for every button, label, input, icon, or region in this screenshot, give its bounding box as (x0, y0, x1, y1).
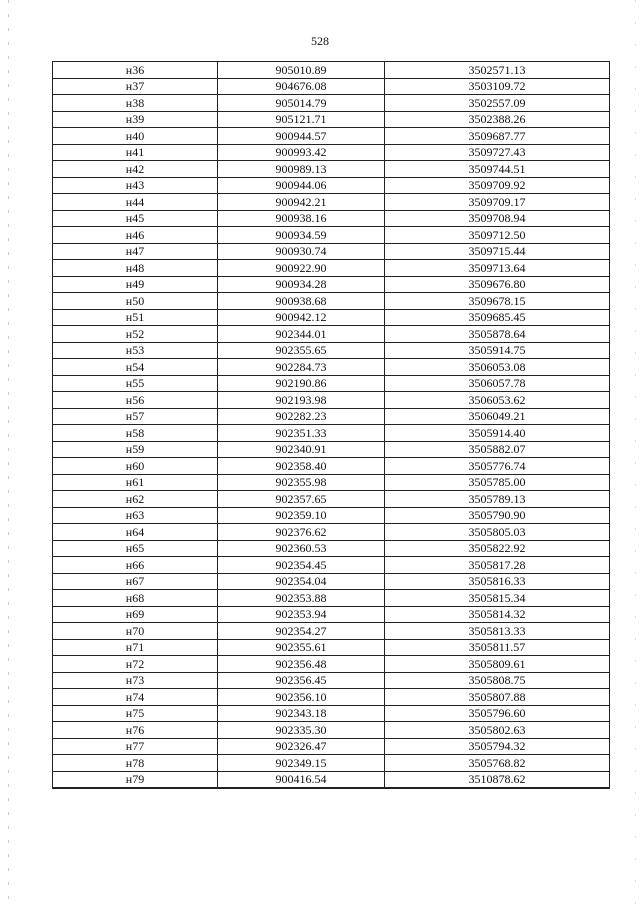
point-label-cell: н57 (53, 408, 218, 425)
table-row (53, 408, 610, 425)
y-coordinate-cell: 3505785.00 (385, 474, 610, 491)
x-coordinate-cell: 902359.10 (218, 507, 385, 524)
y-coordinate-cell: 3503109.72 (385, 78, 610, 95)
x-coordinate-cell: 900938.16 (218, 210, 385, 227)
y-coordinate-cell: 3509712.50 (385, 227, 610, 244)
x-coordinate-cell: 902358.40 (218, 458, 385, 475)
point-label-cell: н50 (53, 293, 218, 310)
x-coordinate-cell: 902354.45 (218, 557, 385, 574)
y-coordinate-cell: 3505805.03 (385, 524, 610, 541)
point-label-cell: н73 (53, 672, 218, 689)
table-row (53, 111, 610, 128)
y-coordinate-cell: 3505882.07 (385, 441, 610, 458)
table-row (53, 474, 610, 491)
point-label-cell: н59 (53, 441, 218, 458)
y-coordinate-cell: 3502557.09 (385, 95, 610, 112)
x-coordinate-cell: 902376.62 (218, 524, 385, 541)
table-row (53, 458, 610, 475)
y-coordinate-cell: 3502571.13 (385, 62, 610, 79)
point-label-cell: н72 (53, 656, 218, 673)
table-row (53, 705, 610, 722)
point-label-cell: н68 (53, 590, 218, 607)
x-coordinate-cell: 900942.12 (218, 309, 385, 326)
x-coordinate-cell: 900416.54 (218, 771, 385, 788)
point-label-cell: н54 (53, 359, 218, 376)
y-coordinate-cell: 3505790.90 (385, 507, 610, 524)
x-coordinate-cell: 902343.18 (218, 705, 385, 722)
y-coordinate-cell: 3505776.74 (385, 458, 610, 475)
table-row (53, 590, 610, 607)
x-coordinate-cell: 902356.45 (218, 672, 385, 689)
x-coordinate-cell: 900938.68 (218, 293, 385, 310)
y-coordinate-cell: 3505807.88 (385, 689, 610, 706)
table-row (53, 672, 610, 689)
table-row (53, 78, 610, 95)
table-row (53, 722, 610, 739)
x-coordinate-cell: 902355.65 (218, 342, 385, 359)
point-label-cell: н36 (53, 62, 218, 79)
table-row (53, 656, 610, 673)
table-row (53, 144, 610, 161)
x-coordinate-cell: 900922.90 (218, 260, 385, 277)
table-row (53, 227, 610, 244)
y-coordinate-cell: 3505817.28 (385, 557, 610, 574)
y-coordinate-cell: 3509685.45 (385, 309, 610, 326)
y-coordinate-cell: 3510878.62 (385, 771, 610, 788)
x-coordinate-cell: 902357.65 (218, 491, 385, 508)
point-label-cell: н69 (53, 606, 218, 623)
table-row (53, 689, 610, 706)
point-label-cell: н77 (53, 738, 218, 755)
y-coordinate-cell: 3509744.51 (385, 161, 610, 178)
y-coordinate-cell: 3505815.34 (385, 590, 610, 607)
table-row (53, 639, 610, 656)
x-coordinate-cell: 902344.01 (218, 326, 385, 343)
table-row (53, 194, 610, 211)
table-row (53, 161, 610, 178)
x-coordinate-cell: 902340.91 (218, 441, 385, 458)
point-label-cell: н51 (53, 309, 218, 326)
point-label-cell: н39 (53, 111, 218, 128)
point-label-cell: н46 (53, 227, 218, 244)
point-label-cell: н70 (53, 623, 218, 640)
y-coordinate-cell: 3505914.75 (385, 342, 610, 359)
point-label-cell: н79 (53, 771, 218, 788)
y-coordinate-cell: 3505816.33 (385, 573, 610, 590)
point-label-cell: н37 (53, 78, 218, 95)
x-coordinate-cell: 904676.08 (218, 78, 385, 95)
coordinates-table-body (53, 62, 610, 789)
x-coordinate-cell: 902355.98 (218, 474, 385, 491)
x-coordinate-cell: 902335.30 (218, 722, 385, 739)
y-coordinate-cell: 3505814.32 (385, 606, 610, 623)
point-label-cell: н40 (53, 128, 218, 145)
point-label-cell: н49 (53, 276, 218, 293)
y-coordinate-cell: 3502388.26 (385, 111, 610, 128)
y-coordinate-cell: 3509709.17 (385, 194, 610, 211)
point-label-cell: н52 (53, 326, 218, 343)
point-label-cell: н38 (53, 95, 218, 112)
point-label-cell: н60 (53, 458, 218, 475)
point-label-cell: н44 (53, 194, 218, 211)
table-row (53, 524, 610, 541)
x-coordinate-cell: 905010.89 (218, 62, 385, 79)
y-coordinate-cell: 3505802.63 (385, 722, 610, 739)
x-coordinate-cell: 902349.15 (218, 755, 385, 772)
y-coordinate-cell: 3505914.40 (385, 425, 610, 442)
point-label-cell: н58 (53, 425, 218, 442)
x-coordinate-cell: 900934.59 (218, 227, 385, 244)
table-row (53, 293, 610, 310)
table-row (53, 95, 610, 112)
x-coordinate-cell: 902355.61 (218, 639, 385, 656)
point-label-cell: н65 (53, 540, 218, 557)
point-label-cell: н47 (53, 243, 218, 260)
y-coordinate-cell: 3506049.21 (385, 408, 610, 425)
point-label-cell: н62 (53, 491, 218, 508)
table-row (53, 623, 610, 640)
x-coordinate-cell: 902356.48 (218, 656, 385, 673)
point-label-cell: н63 (53, 507, 218, 524)
point-label-cell: н55 (53, 375, 218, 392)
x-coordinate-cell: 902351.33 (218, 425, 385, 442)
x-coordinate-cell: 900930.74 (218, 243, 385, 260)
table-row (53, 210, 610, 227)
table-row (53, 507, 610, 524)
page-number: 528 (311, 34, 329, 48)
point-label-cell: н61 (53, 474, 218, 491)
table-row (53, 128, 610, 145)
x-coordinate-cell: 902356.10 (218, 689, 385, 706)
table-row (53, 326, 610, 343)
table-row (53, 62, 610, 79)
y-coordinate-cell: 3509713.64 (385, 260, 610, 277)
table-row (53, 276, 610, 293)
point-label-cell: н48 (53, 260, 218, 277)
y-coordinate-cell: 3505822.92 (385, 540, 610, 557)
y-coordinate-cell: 3505794.32 (385, 738, 610, 755)
point-label-cell: н76 (53, 722, 218, 739)
y-coordinate-cell: 3509676.80 (385, 276, 610, 293)
table-row (53, 557, 610, 574)
y-coordinate-cell: 3509715.44 (385, 243, 610, 260)
x-coordinate-cell: 902190.86 (218, 375, 385, 392)
point-label-cell: н78 (53, 755, 218, 772)
table-row (53, 177, 610, 194)
scan-edge-left (8, 0, 9, 905)
point-label-cell: н56 (53, 392, 218, 409)
table-row (53, 540, 610, 557)
coordinates-table (52, 61, 610, 789)
x-coordinate-cell: 902360.53 (218, 540, 385, 557)
y-coordinate-cell: 3506053.08 (385, 359, 610, 376)
x-coordinate-cell: 905014.79 (218, 95, 385, 112)
table-row (53, 755, 610, 772)
x-coordinate-cell: 905121.71 (218, 111, 385, 128)
table-row (53, 375, 610, 392)
y-coordinate-cell: 3506057.78 (385, 375, 610, 392)
table-row (53, 260, 610, 277)
y-coordinate-cell: 3505813.33 (385, 623, 610, 640)
y-coordinate-cell: 3505808.75 (385, 672, 610, 689)
y-coordinate-cell: 3505768.82 (385, 755, 610, 772)
table-row (53, 392, 610, 409)
x-coordinate-cell: 900989.13 (218, 161, 385, 178)
scan-edge-right (635, 0, 636, 905)
y-coordinate-cell: 3509678.15 (385, 293, 610, 310)
x-coordinate-cell: 902282.23 (218, 408, 385, 425)
table-row (53, 441, 610, 458)
x-coordinate-cell: 902284.73 (218, 359, 385, 376)
x-coordinate-cell: 902354.27 (218, 623, 385, 640)
table-row (53, 738, 610, 755)
x-coordinate-cell: 900942.21 (218, 194, 385, 211)
x-coordinate-cell: 902353.94 (218, 606, 385, 623)
point-label-cell: н67 (53, 573, 218, 590)
y-coordinate-cell: 3505878.64 (385, 326, 610, 343)
table-row (53, 771, 610, 788)
table-row (53, 491, 610, 508)
y-coordinate-cell: 3505789.13 (385, 491, 610, 508)
point-label-cell: н42 (53, 161, 218, 178)
point-label-cell: н64 (53, 524, 218, 541)
y-coordinate-cell: 3505811.57 (385, 639, 610, 656)
x-coordinate-cell: 900993.42 (218, 144, 385, 161)
table-row (53, 243, 610, 260)
x-coordinate-cell: 900944.06 (218, 177, 385, 194)
x-coordinate-cell: 902353.88 (218, 590, 385, 607)
point-label-cell: н45 (53, 210, 218, 227)
y-coordinate-cell: 3509727.43 (385, 144, 610, 161)
point-label-cell: н53 (53, 342, 218, 359)
y-coordinate-cell: 3509708.94 (385, 210, 610, 227)
point-label-cell: н74 (53, 689, 218, 706)
x-coordinate-cell: 900934.28 (218, 276, 385, 293)
point-label-cell: н75 (53, 705, 218, 722)
table-row (53, 606, 610, 623)
y-coordinate-cell: 3509709.92 (385, 177, 610, 194)
table-row (53, 359, 610, 376)
x-coordinate-cell: 900944.57 (218, 128, 385, 145)
x-coordinate-cell: 902193.98 (218, 392, 385, 409)
y-coordinate-cell: 3509687.77 (385, 128, 610, 145)
point-label-cell: н71 (53, 639, 218, 656)
y-coordinate-cell: 3506053.62 (385, 392, 610, 409)
x-coordinate-cell: 902354.04 (218, 573, 385, 590)
table-row (53, 342, 610, 359)
table-row (53, 309, 610, 326)
y-coordinate-cell: 3505796.60 (385, 705, 610, 722)
table-row (53, 425, 610, 442)
table-row (53, 573, 610, 590)
x-coordinate-cell: 902326.47 (218, 738, 385, 755)
point-label-cell: н41 (53, 144, 218, 161)
y-coordinate-cell: 3505809.61 (385, 656, 610, 673)
point-label-cell: н66 (53, 557, 218, 574)
point-label-cell: н43 (53, 177, 218, 194)
